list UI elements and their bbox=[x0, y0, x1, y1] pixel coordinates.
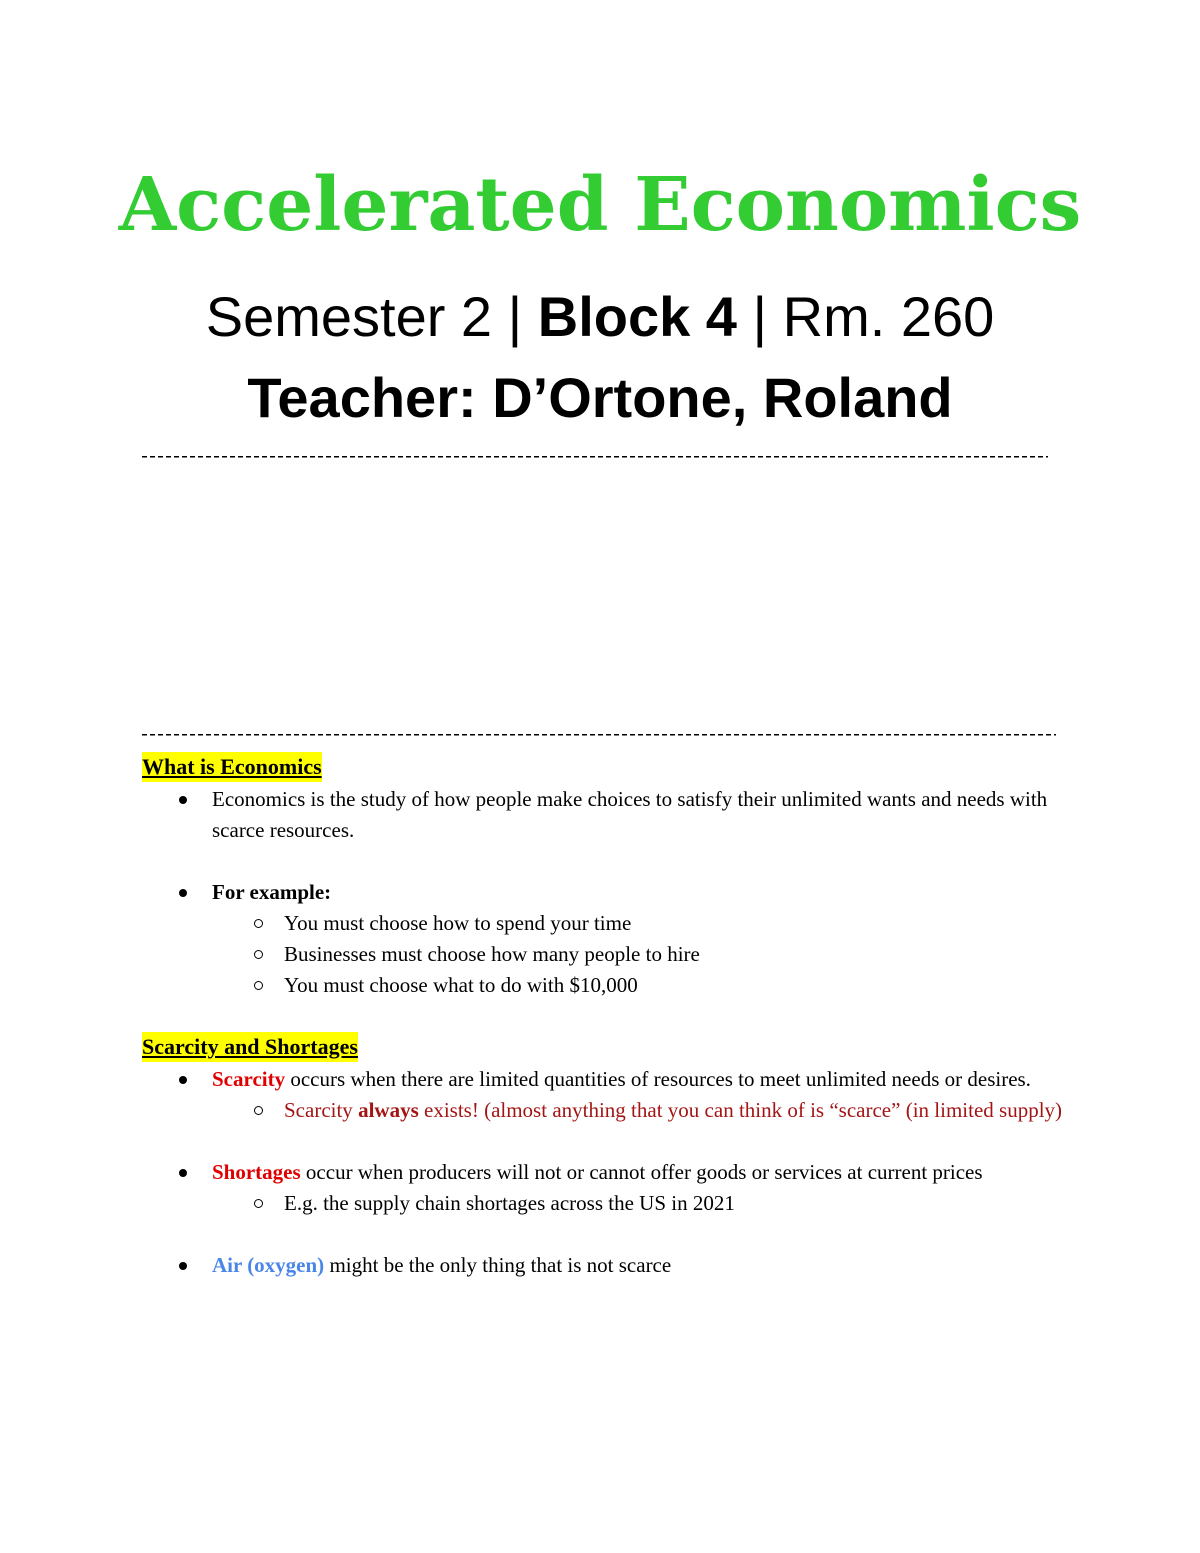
list-item bbox=[284, 970, 1072, 1001]
teacher-name: Teacher: D’Ortone, Roland bbox=[247, 366, 953, 429]
notes-content bbox=[142, 752, 1072, 1281]
shortages-list bbox=[142, 1157, 1072, 1219]
scarcity-note-b: exists! (almost anything that you can think of is “scarce” (in limited supply) bbox=[418, 1098, 1063, 1122]
shortages-sublist bbox=[212, 1188, 1072, 1219]
list-item bbox=[284, 908, 1072, 939]
list-item bbox=[284, 1188, 1072, 1219]
semester-label: Semester 2 bbox=[205, 285, 493, 348]
scarcity-sublist bbox=[212, 1095, 1072, 1126]
scarcity-note-a: Scarcity bbox=[284, 1098, 359, 1122]
course-info bbox=[0, 282, 1200, 352]
list-item bbox=[284, 1095, 1072, 1126]
room-label: Rm. 260 bbox=[782, 285, 995, 348]
list-item bbox=[212, 877, 1072, 1001]
economics-definition: Economics is the study of how people make choices to satisfy their unlimited wants and needs with scarce resources. bbox=[212, 787, 1048, 842]
air-list bbox=[142, 1250, 1072, 1281]
shortages-term: Shortages bbox=[212, 1160, 301, 1184]
dashed-divider bbox=[142, 455, 1048, 459]
scarcity-list bbox=[142, 1064, 1072, 1126]
list-item bbox=[284, 939, 1072, 970]
list-item bbox=[212, 1064, 1072, 1126]
list-item bbox=[212, 784, 1072, 846]
separator: | bbox=[507, 285, 523, 348]
examples-sublist bbox=[212, 908, 1072, 1001]
scarcity-term: Scarcity bbox=[212, 1067, 286, 1091]
section-heading-economics: What is Economics bbox=[142, 752, 322, 782]
block-label: Block 4 bbox=[537, 285, 737, 348]
page-title: Accelerated Economics bbox=[118, 162, 1082, 248]
list-item bbox=[212, 1250, 1072, 1281]
shortages-text: occur when producers will not or cannot offer goods or services at current prices bbox=[300, 1160, 983, 1184]
example-text: Businesses must choose how many people to hire bbox=[284, 942, 700, 966]
dashed-divider bbox=[142, 733, 1056, 737]
example-text: You must choose how to spend your time bbox=[284, 911, 632, 935]
examples-list bbox=[142, 877, 1072, 1001]
scarcity-note-bold: always bbox=[358, 1098, 419, 1122]
economics-list bbox=[142, 784, 1072, 846]
section-heading-scarcity: Scarcity and Shortages bbox=[142, 1032, 358, 1062]
air-text: might be the only thing that is not scarce bbox=[324, 1253, 672, 1277]
shortages-example: E.g. the supply chain shortages across the US in 2021 bbox=[284, 1191, 735, 1215]
scarcity-text: occurs when there are limited quantities of resources to meet unlimited needs or desires. bbox=[285, 1067, 1031, 1091]
example-label: For example: bbox=[212, 880, 332, 904]
example-text: You must choose what to do with $10,000 bbox=[284, 973, 638, 997]
air-term: Air (oxygen) bbox=[212, 1253, 325, 1277]
separator: | bbox=[752, 285, 768, 348]
list-item bbox=[212, 1157, 1072, 1219]
